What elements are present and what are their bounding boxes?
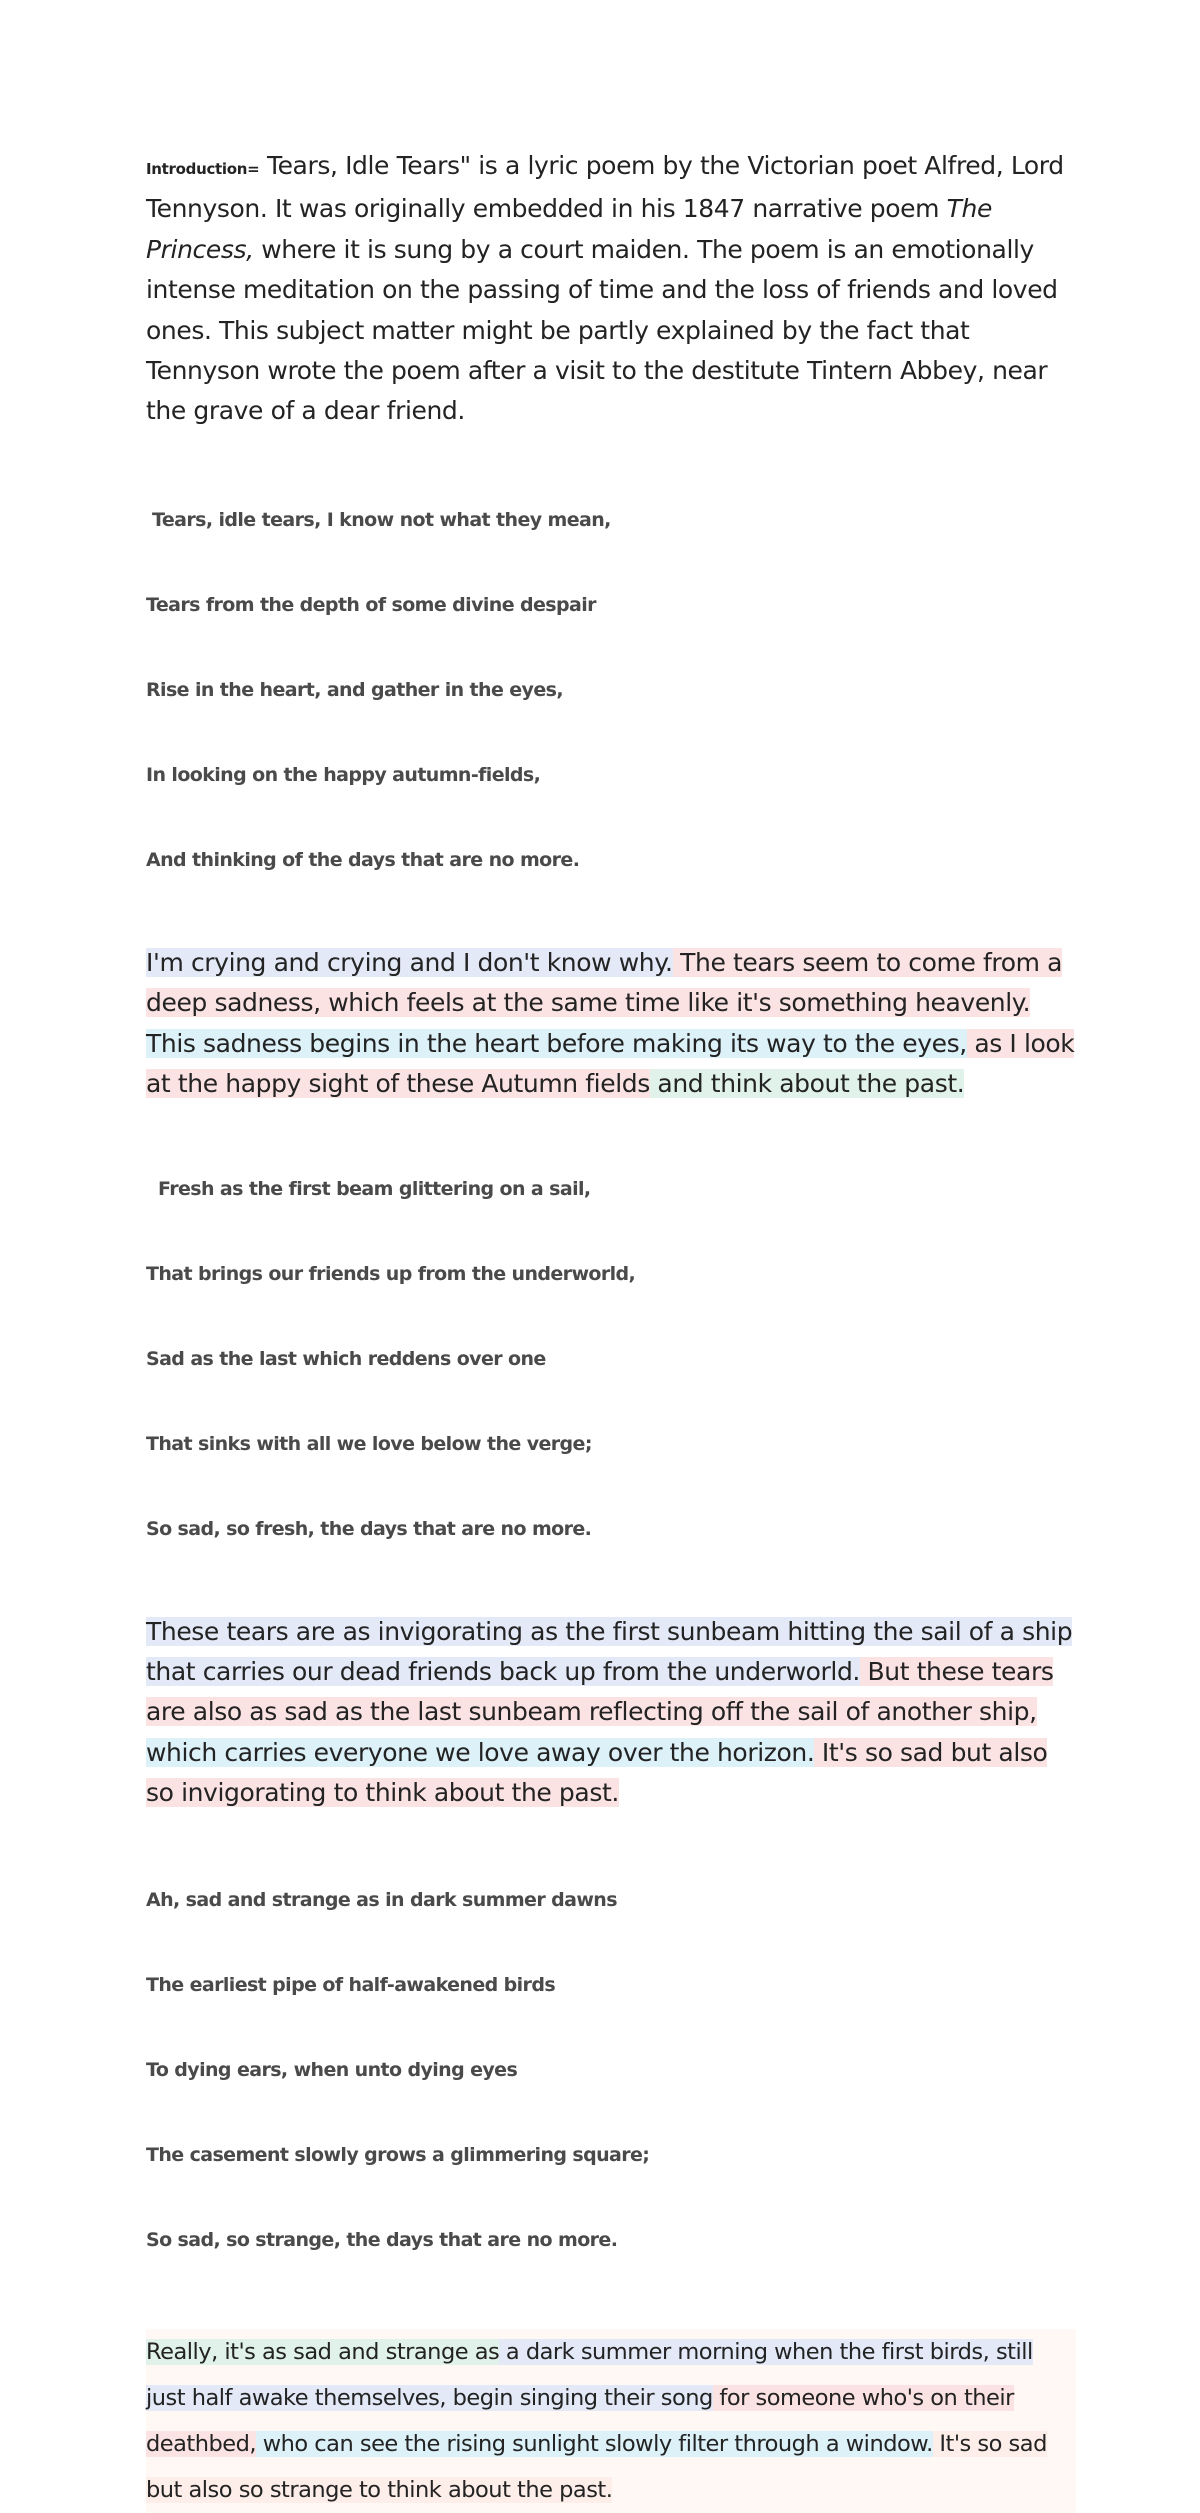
stanza-line: Sad as the last which reddens over one: [146, 1347, 546, 1370]
document-page: [146, 146, 1076, 2513]
highlighted-phrase: The tears seem to come from a deep sadness, which feels at the same time like it's something heavenly.: [146, 947, 1063, 1018]
paraphrase-1: [146, 943, 1076, 1105]
stanza-line: Rise in the heart, and gather in the eyes,: [146, 679, 563, 702]
highlighted-phrase: It's so sad but also so invigorating to think about the past.: [146, 1737, 1048, 1808]
stanza-line: And thinking of the days that are no more.: [146, 849, 580, 871]
highlighted-phrase: as I look at the happy sight of these Autumn fields: [146, 1028, 1075, 1099]
highlighted-phrase: I'm crying and crying and I don't know why.: [146, 947, 673, 977]
stanza-line: In looking on the happy autumn-fields,: [146, 764, 541, 787]
stanza-line: Tears from the depth of some divine despair: [146, 594, 596, 617]
stanza-line: Fresh as the first beam glittering on a sail,: [146, 1178, 591, 1201]
stanza-line: That sinks with all we love below the verge;: [146, 1432, 592, 1455]
highlighted-phrase: These tears are as invigorating as the first sunbeam hitting the sail of a ship that carries our dead friends back up from the underworld.: [146, 1616, 1073, 1686]
poem-stanza-1: [146, 450, 1076, 931]
stanza-line: Tears, idle tears, I know not what they mean,: [146, 509, 611, 532]
stanza-line: The casement slowly grows a glimmering square;: [146, 2143, 650, 2166]
highlighted-phrase: which carries everyone we love away over the horizon.: [146, 1737, 815, 1767]
stanza-line: So sad, so strange, the days that are no more.: [146, 2228, 618, 2251]
paraphrase-3: [146, 2329, 1076, 2513]
stanza-line: Ah, sad and strange as in dark summer dawns: [146, 1889, 617, 1912]
highlighted-phrase: But these tears are also as sad as the last sunbeam reflecting off the sail of another ship,: [146, 1656, 1054, 1727]
poem-stanza-2: [146, 1119, 1076, 1600]
work-title: The Princess,: [146, 194, 992, 264]
introduction-paragraph: [146, 146, 1076, 432]
stanza-line: To dying ears, when unto dying eyes: [146, 2058, 518, 2081]
highlighted-phrase: and think about the past.: [649, 1069, 965, 1099]
highlighted-phrase: a dark summer morning when the first birds, still just half awake themselves, begin singing their song: [146, 2338, 1033, 2411]
introduction-text-continued: where it is sung by a court maiden. The poem is an emotionally intense meditation on the passing of time and the loss of friends and loved ones. This subject matter might be partly explained by the fact that Tennyson wrote the poem after a visit to the destitute Tintern Abbey, near the grave of a dear friend.: [146, 234, 1058, 426]
paraphrase-2: [146, 1612, 1076, 1814]
stanza-line: So sad, so fresh, the days that are no more.: [146, 1517, 592, 1540]
highlighted-phrase: Really, it's as sad and strange as: [146, 2338, 500, 2365]
highlighted-phrase: who can see the rising sunlight slowly filter through a window.: [256, 2430, 933, 2457]
highlighted-phrase: It's so sad but also so strange to think about the past.: [146, 2430, 1047, 2503]
introduction-text: Tears, Idle Tears" is a lyric poem by the Victorian poet Alfred, Lord Tennyson. It was originally embedded in his 1847 narrative poem: [146, 151, 1064, 224]
stanza-line: The earliest pipe of half-awakened birds: [146, 1974, 556, 1997]
poem-stanza-3: [146, 1830, 1076, 2311]
introduction-label: Introduction=: [146, 160, 260, 178]
stanza-line: That brings our friends up from the underworld,: [146, 1263, 636, 1285]
highlighted-phrase: This sadness begins in the heart before making its way to the eyes,: [146, 1028, 967, 1058]
highlighted-phrase: for someone who's on their deathbed,: [146, 2384, 1014, 2457]
